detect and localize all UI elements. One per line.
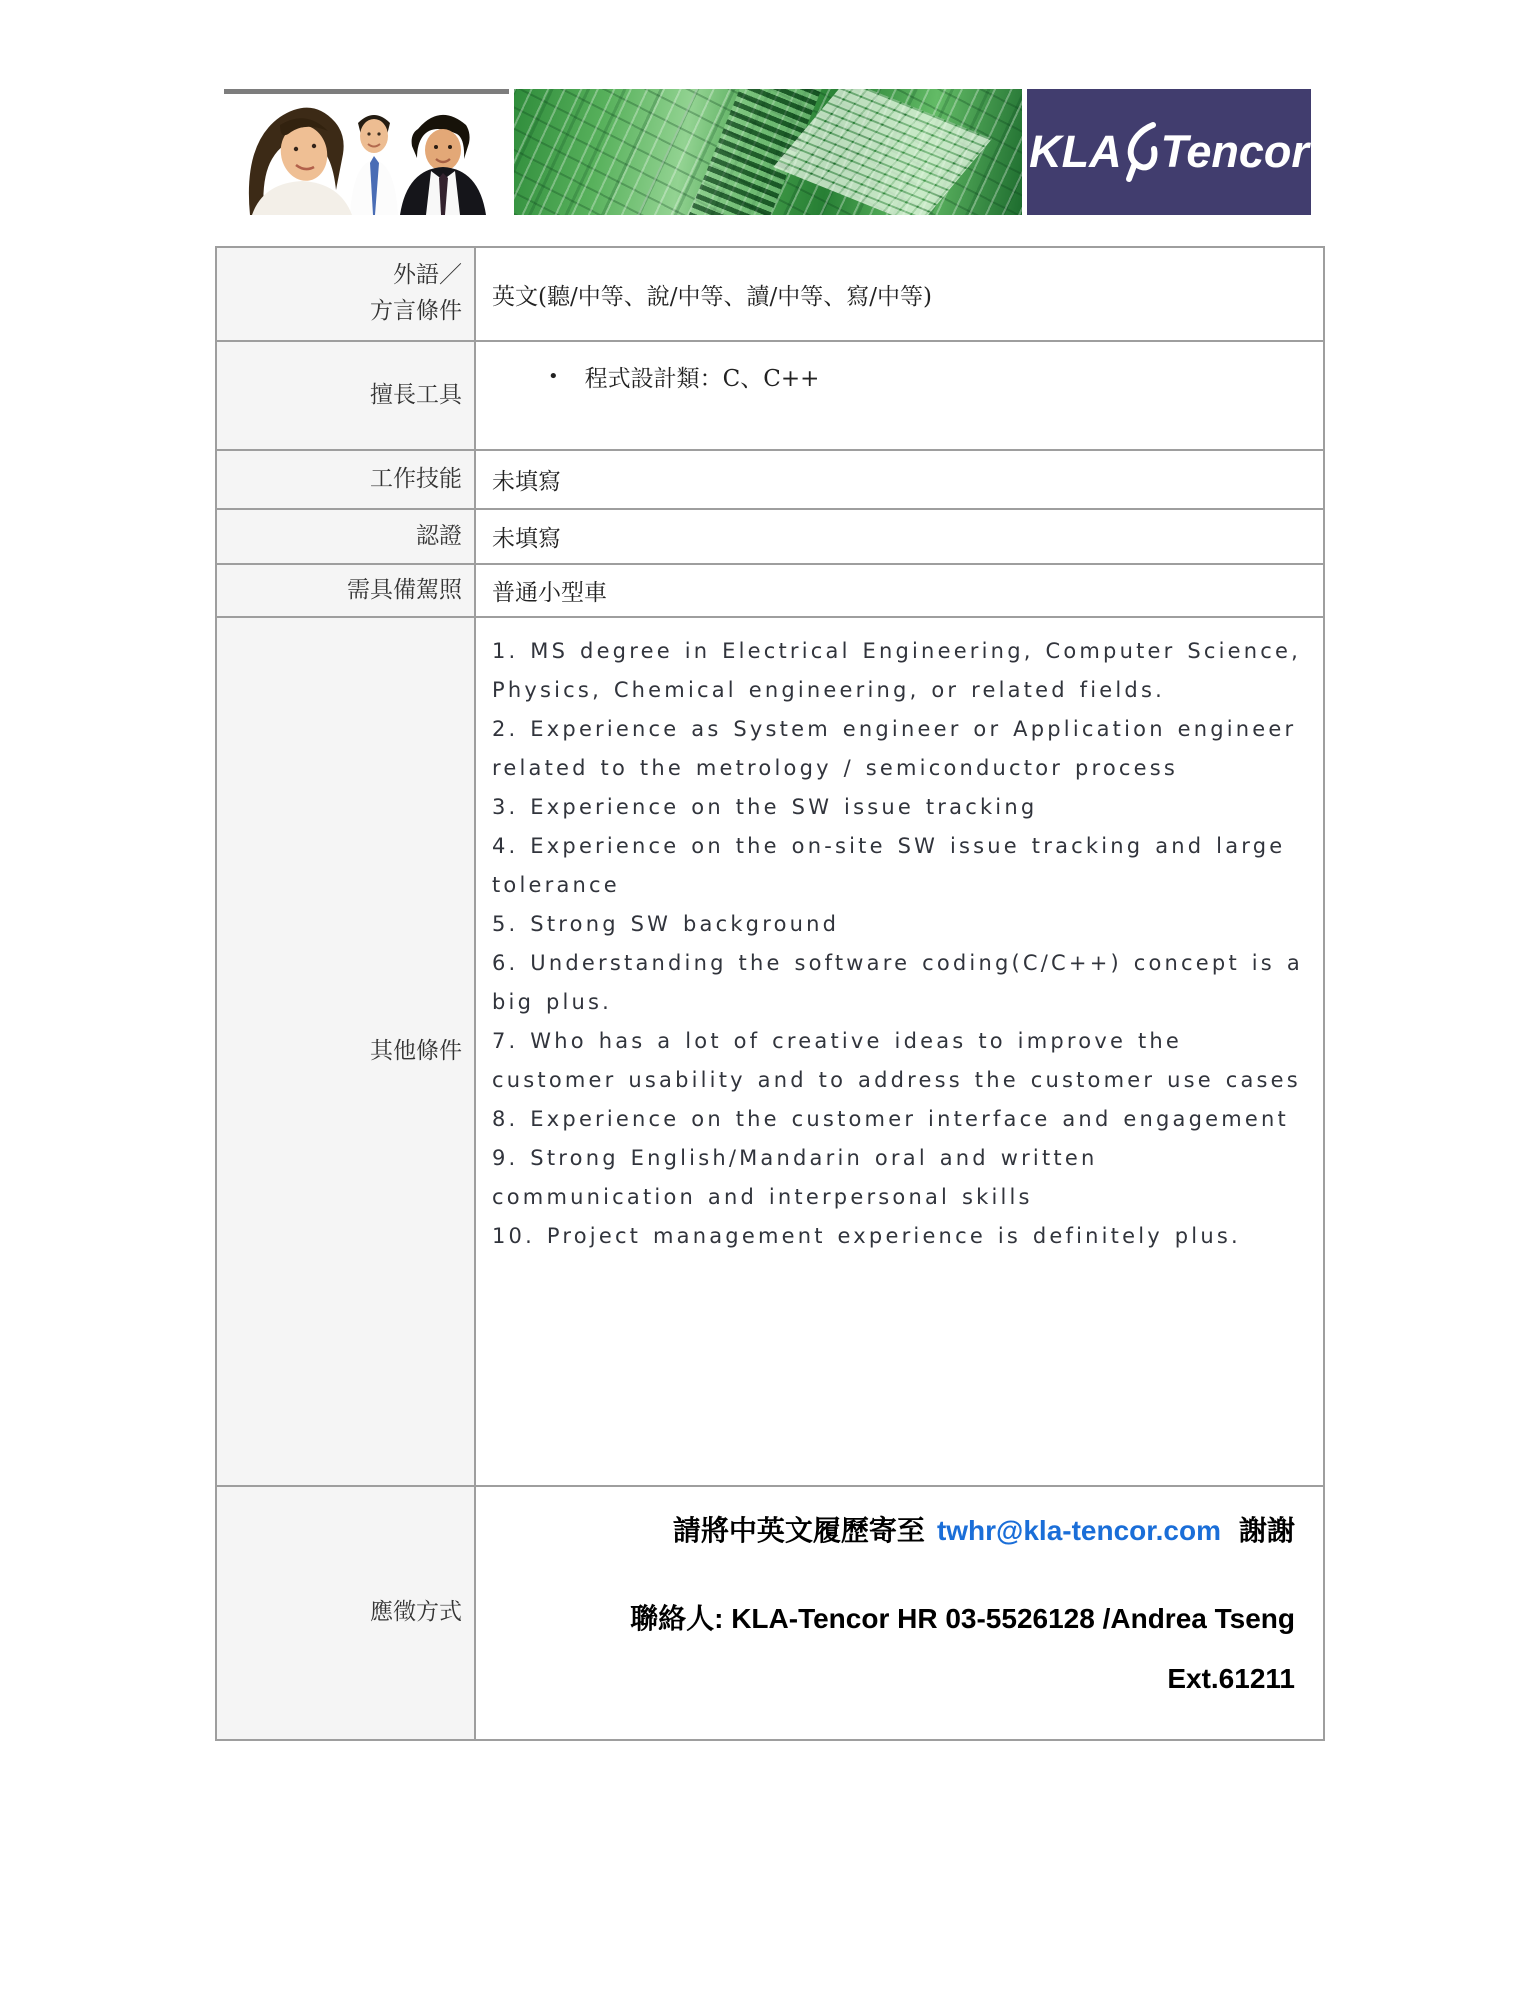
condition-item: 5. Strong SW background: [492, 912, 840, 936]
condition-item: 1. MS degree in Electrical Engineering, Computer Science, Physics, Chemical engineering, or related fields.: [492, 639, 1302, 702]
row-value-license: 普通小型車: [475, 564, 1324, 617]
kla-tencor-logo-text: [1029, 121, 1309, 183]
other-conditions-list: [492, 632, 1304, 1256]
bullet-icon: •: [548, 366, 559, 387]
tools-bullet-item: [492, 360, 1313, 393]
condition-item: 9. Strong English/Mandarin oral and written communication and interpersonal skills: [492, 1146, 1098, 1209]
circuit-board-image: [514, 89, 1022, 215]
tools-item-text: 程式設計類：C、C++: [584, 366, 820, 392]
apply-extension-line: Ext.61211: [1167, 1663, 1295, 1694]
condition-item: 7. Who has a lot of creative ideas to improve the customer usability and to address the customer use cases: [492, 1029, 1301, 1092]
condition-item: 6. Understanding the software coding(C/C++) concept is a big plus.: [492, 951, 1303, 1014]
table-row-license: [216, 564, 1324, 617]
row-value-language: 英文(聽/中等、說/中等、讀/中等、寫/中等): [475, 247, 1324, 341]
job-detail-table: [215, 246, 1325, 1741]
row-label-language: [216, 247, 475, 341]
row-label-certification: 認證: [216, 509, 475, 564]
apply-resume-line: [492, 1509, 1295, 1549]
team-photo: [224, 89, 509, 215]
row-label-license: 需具備駕照: [216, 564, 475, 617]
table-row-language: [216, 247, 1324, 341]
row-label-other-conditions: 其他條件: [216, 617, 475, 1486]
logo-tencor-text: Tencor: [1160, 126, 1309, 177]
row-label-apply: 應徵方式: [216, 1486, 475, 1740]
table-row-other-conditions: [216, 617, 1324, 1486]
team-photo-illustration: [224, 89, 509, 215]
apply-thanks-text: 謝謝: [1238, 1515, 1295, 1546]
header-banner: [224, 89, 1311, 215]
table-row-tools: [216, 341, 1324, 450]
row-value-skills: 未填寫: [475, 450, 1324, 509]
row-label-skills: 工作技能: [216, 450, 475, 509]
condition-item: 2. Experience as System engineer or Application engineer related to the metrology / semiconductor process: [492, 717, 1297, 780]
label-line: 外語／: [393, 262, 462, 289]
table-row-certification: [216, 509, 1324, 564]
row-value-certification: 未填寫: [475, 509, 1324, 564]
row-label-tools: 擅長工具: [216, 341, 475, 450]
condition-item: 10. Project management experience is definitely plus.: [492, 1224, 1241, 1248]
row-value-tools: [475, 341, 1324, 450]
apply-prefix-text: 請將中英文履歷寄至: [672, 1515, 925, 1546]
condition-item: 3. Experience on the SW issue tracking: [492, 795, 1038, 819]
logo-kla-text: KLA: [1029, 126, 1122, 177]
table-row-skills: [216, 450, 1324, 509]
logo-swoosh-icon: [1125, 121, 1159, 183]
apply-contact-line: 聯絡人: KLA-Tencor HR 03-5526128 /Andrea Tseng: [630, 1603, 1295, 1634]
table-row-apply: [216, 1486, 1324, 1740]
kla-tencor-logo: [1027, 89, 1311, 215]
email-link[interactable]: twhr@kla-tencor.com: [936, 1515, 1221, 1546]
row-value-apply: [475, 1486, 1324, 1740]
row-value-other-conditions: [475, 617, 1324, 1486]
condition-item: 8. Experience on the customer interface and engagement: [492, 1107, 1289, 1131]
label-line: 方言條件: [370, 298, 462, 324]
condition-item: 4. Experience on the on-site SW issue tracking and large tolerance: [492, 834, 1286, 897]
